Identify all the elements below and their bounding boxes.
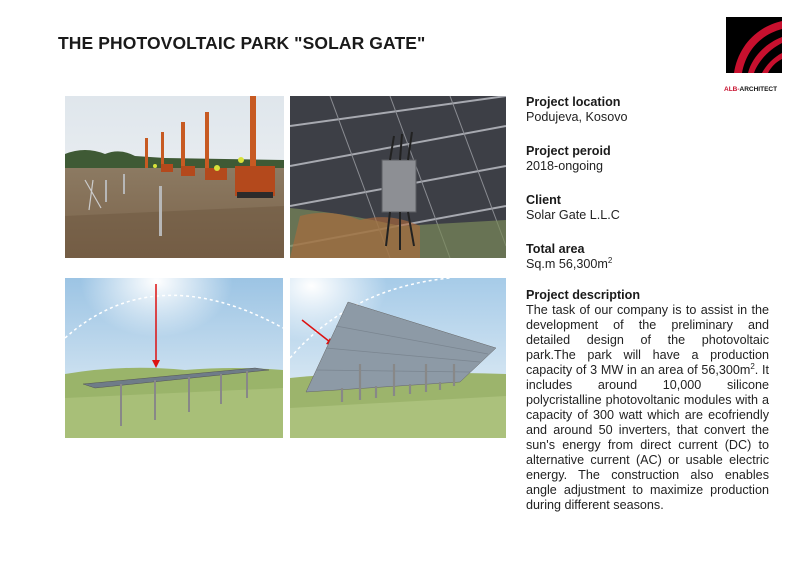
construction-site-photo <box>65 96 284 258</box>
description-text: The task of our company is to assist in the development of the preliminary and detailed design of the photovoltaic park.The park will have a production capacity of 3 MW in an area of $56,300m^2$. It includes around 10,000 silicone polycristalline photovoltanic modules with a capacity of 300 watt which are ecofriendly and around 50 inverters, that convert the sun's energy from direct current (DC) to alternative current (AC) or usable electric energy. The construction also enables angle adjustment to maximize production during different seasons. <box>526 303 769 512</box>
client-block <box>526 193 769 223</box>
panel-underside-photo <box>290 96 506 258</box>
location-label: Project location <box>526 95 621 109</box>
flat-panel-render <box>65 278 283 438</box>
logo-mark <box>726 17 782 73</box>
project-info <box>526 95 769 513</box>
period-value: 2018-ongoing <box>526 159 604 173</box>
location-block <box>526 95 769 125</box>
area-block <box>526 242 769 272</box>
area-value: Sq.m $56,300m^2$ <box>526 255 613 271</box>
period-label: Project peroid <box>526 144 611 158</box>
company-logo <box>724 17 782 93</box>
description-block <box>526 288 769 513</box>
period-block <box>526 144 769 174</box>
client-label: Client <box>526 193 561 207</box>
area-label: Total area <box>526 242 585 256</box>
logo-text: ALB-ARCHITECT <box>724 86 778 93</box>
tilted-panel-render <box>290 278 506 438</box>
client-value: Solar Gate L.L.C <box>526 208 620 222</box>
page-title: THE PHOTOVOLTAIC PARK "SOLAR GATE" <box>58 33 426 53</box>
location-value: Podujeva, Kosovo <box>526 110 628 124</box>
description-label: Project description <box>526 288 641 302</box>
